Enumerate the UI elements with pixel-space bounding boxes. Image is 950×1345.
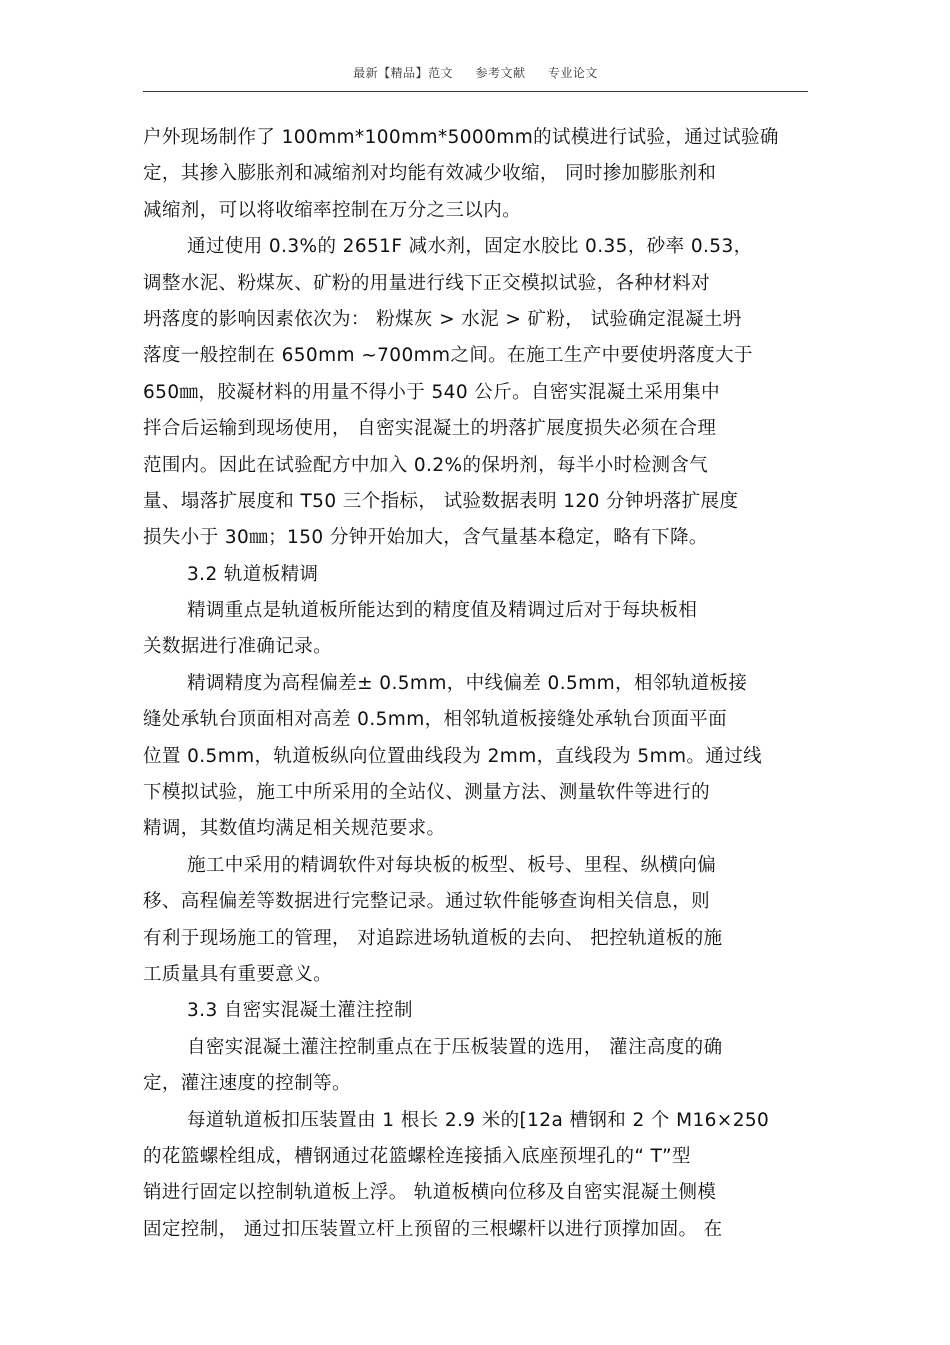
text-line: 的花篮螺栓组成，槽钢通过花篮螺栓连接插入底座预埋孔的“ T”型	[143, 1145, 691, 1167]
text-line: 减缩剂，可以将收缩率控制在万分之三以内。	[143, 199, 522, 221]
text-line: 有利于现场施工的管理， 对追踪进场轨道板的去向、 把控轨道板的施	[143, 927, 723, 949]
text-line: 损失小于 30㎜；150 分钟开始加大，含气量基本稳定，略有下降。	[143, 527, 708, 549]
text-line: 销进行固定以控制轨道板上浮。 轨道板横向位移及自密实混凝土侧模	[143, 1182, 717, 1204]
text-line: 定，灌注速度的控制等。	[143, 1073, 351, 1095]
text-line: 每道轨道板扣压装置由 1 根长 2.9 米的[12a 槽钢和 2 个 M16×250	[187, 1109, 770, 1131]
body-text	[143, 120, 811, 1248]
text-line: 量、塌落扩展度和 T50 三个指标， 试验数据表明 120 分钟坍落扩展度	[143, 490, 739, 512]
text-line: 定，其掺入膨胀剂和减缩剂对均能有效减少收缩， 同时掺加膨胀剂和	[143, 163, 717, 185]
text-line: 移、高程偏差等数据进行完整记录。通过软件能够查询相关信息，则	[143, 891, 711, 913]
text-line: 范围内。因此在试验配方中加入 0.2%的保坍剂，每半小时检测含气	[143, 454, 709, 476]
text-line: 缝处承轨台顶面相对高差 0.5mm，相邻轨道板接缝处承轨台顶面平面	[143, 709, 728, 731]
text-line: 调整水泥、粉煤灰、矿粉的用量进行线下正交模拟试验，各种材料对	[143, 272, 711, 294]
text-line: 坍落度的影响因素依次为： 粉煤灰 > 水泥 > 矿粉， 试验确定混凝土坍	[143, 308, 742, 330]
page-header	[143, 64, 808, 92]
text-line: 关数据进行准确记录。	[143, 636, 333, 658]
text-line: 户外现场制作了 100mm*100mm*5000mm的试模进行试验，通过试验确	[143, 127, 779, 148]
text-line: 650㎜，胶凝材料的用量不得小于 540 公斤。自密实混凝土采用集中	[143, 381, 720, 403]
header-item-references: 参考文献	[475, 66, 526, 80]
text-line: 位置 0.5mm，轨道板纵向位置曲线段为 2mm，直线段为 5mm。通过线	[143, 745, 763, 767]
text-line: 精调，其数值均满足相关规范要求。	[143, 818, 446, 840]
text-line: 工质量具有重要意义。	[143, 963, 333, 985]
section-heading: 3.2 轨道板精调	[187, 563, 319, 585]
text-line: 拌合后运输到现场使用， 自密实混凝土的坍落扩展度损失必须在合理	[143, 418, 717, 440]
text-line: 通过使用 0.3%的 2651F 减水剂，固定水胶比 0.35，砂率 0.53，	[187, 236, 753, 258]
text-line: 施工中采用的精调软件对每块板的板型、板号、里程、纵横向偏	[187, 854, 717, 876]
header-item-papers: 专业论文	[547, 66, 598, 80]
text-line: 精调精度为高程偏差± 0.5mm，中线偏差 0.5mm，相邻轨道板接	[187, 672, 748, 694]
text-line: 自密实混凝土灌注控制重点在于压板装置的选用， 灌注高度的确	[187, 1036, 723, 1058]
text-line: 下模拟试验，施工中所采用的全站仪、测量方法、测量软件等进行的	[143, 782, 711, 804]
text-line: 固定控制， 通过扣压装置立杆上预留的三根螺杆以进行顶撑加固。 在	[143, 1218, 723, 1240]
text-line: 精调重点是轨道板所能达到的精度值及精调过后对于每块板相	[187, 600, 698, 622]
section-heading: 3.3 自密实混凝土灌注控制	[187, 1000, 413, 1022]
header-item-latest: 最新【精品】范文	[353, 66, 454, 80]
text-line: 落度一般控制在 650mm ~700mm之间。在施工生产中要使坍落度大于	[143, 345, 753, 367]
